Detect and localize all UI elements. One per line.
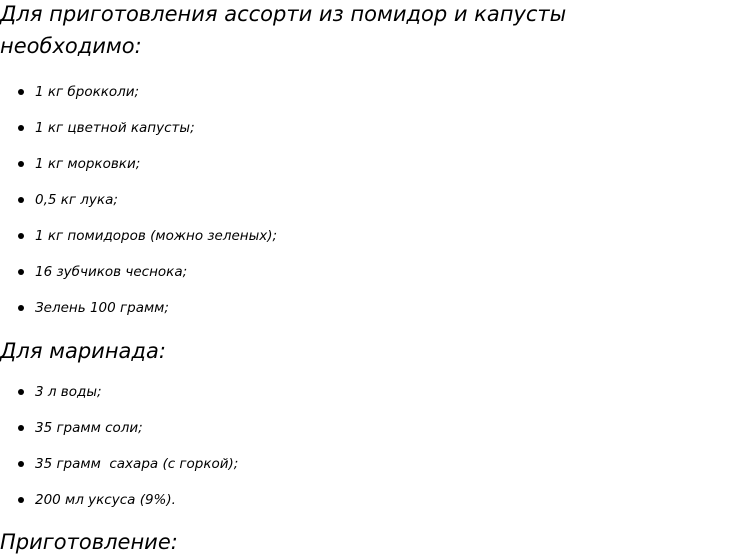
- list-item: [0, 446, 238, 482]
- bullet-icon: [18, 461, 24, 467]
- preparation-heading: Приготовление:: [0, 530, 178, 554]
- bullet-icon: [18, 233, 24, 239]
- list-item-text: 1 кг морковки;: [35, 156, 141, 172]
- list-item-text: 0,5 кг лука;: [35, 192, 118, 208]
- list-item-text: Зелень 100 грамм;: [35, 300, 169, 316]
- list-item-text: 35 грамм сахара (с горкой);: [35, 456, 239, 472]
- list-item: [0, 290, 277, 326]
- list-item: [0, 482, 238, 518]
- bullet-icon: [18, 497, 24, 503]
- bullet-icon: [18, 425, 24, 431]
- ingredients-heading-line2: необходимо:: [0, 34, 142, 58]
- list-item-text: 35 грамм соли;: [35, 420, 143, 436]
- bullet-icon: [18, 125, 24, 131]
- list-item: [0, 374, 238, 410]
- marinade-heading: Для маринада:: [0, 339, 166, 363]
- list-item: [0, 146, 277, 182]
- list-item-text: 16 зубчиков чеснока;: [35, 264, 188, 280]
- marinade-list: [0, 374, 238, 518]
- bullet-icon: [18, 197, 24, 203]
- bullet-icon: [18, 305, 24, 311]
- bullet-icon: [18, 161, 24, 167]
- bullet-icon: [18, 389, 24, 395]
- ingredients-heading-line1: Для приготовления ассорти из помидор и капусты: [0, 2, 567, 26]
- list-item-text: 1 кг цветной капусты;: [35, 120, 195, 136]
- bullet-icon: [18, 269, 24, 275]
- list-item: [0, 182, 277, 218]
- list-item-text: 3 л воды;: [35, 384, 102, 400]
- list-item-text: 1 кг помидоров (можно зеленых);: [35, 228, 278, 244]
- list-item: [0, 254, 277, 290]
- list-item: [0, 110, 277, 146]
- ingredients-list: [0, 74, 277, 326]
- list-item: [0, 218, 277, 254]
- bullet-icon: [18, 89, 24, 95]
- list-item: [0, 74, 277, 110]
- list-item-text: 200 мл уксуса (9%).: [35, 492, 176, 508]
- ingredients-heading: [0, 0, 600, 62]
- list-item: [0, 410, 238, 446]
- list-item-text: 1 кг брокколи;: [35, 84, 140, 100]
